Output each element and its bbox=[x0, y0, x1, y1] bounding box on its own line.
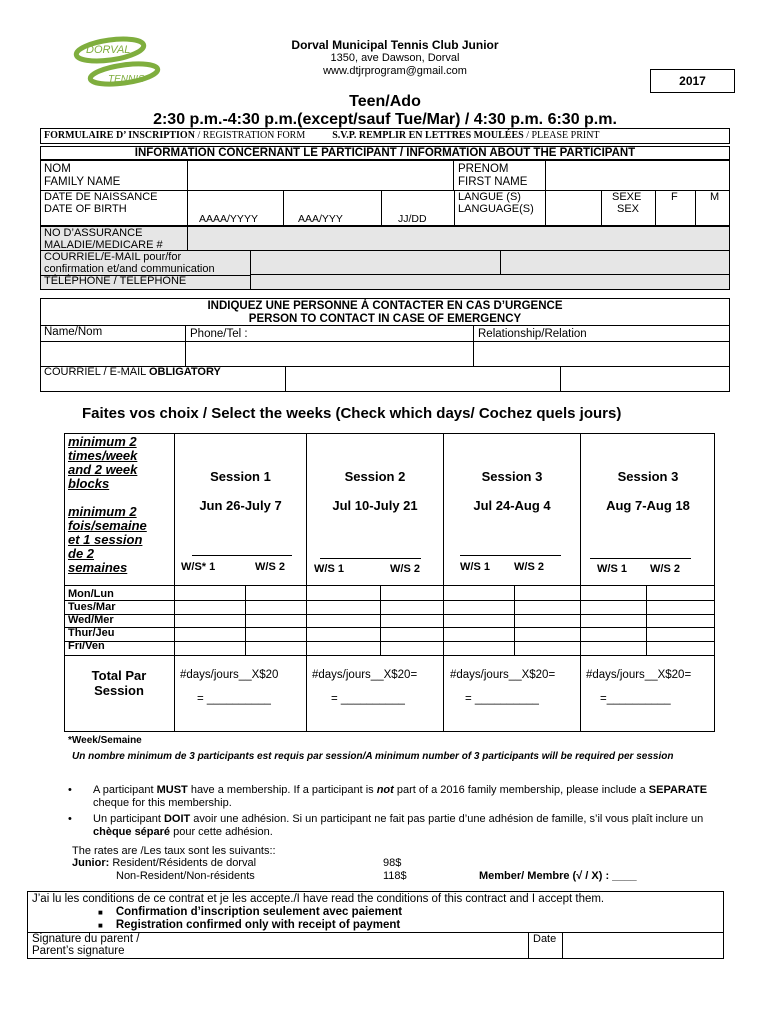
form-banner: FORMULAIRE D’ INSCRIPTION / REGISTRATION FORM S.V.P. REMPLIR EN LETTRES MOULÉES / PLEASE PRINT bbox=[40, 128, 730, 144]
membership-note-en: • A participant MUST have a membership. If a participant is not part of a 2016 family membership, please include a SEPARATE cheque for this membership. bbox=[68, 784, 708, 809]
week-note: *Week/Semaine bbox=[68, 735, 142, 746]
participant-heading-box bbox=[40, 146, 730, 160]
session-3-week-2: W/S 2 bbox=[514, 561, 544, 573]
club-name: Dorval Municipal Tennis Club Junior bbox=[291, 38, 499, 52]
day-wed: Wed/Mer bbox=[68, 614, 114, 626]
email-label-2: confirmation et/and communication bbox=[44, 263, 215, 275]
session-3-week-1: W/S 1 bbox=[460, 561, 490, 573]
family-name-label: FAMILY NAME bbox=[44, 176, 121, 188]
emergency-email-label: COURRIEL / E-MAIL OBLIGATORY bbox=[44, 366, 221, 378]
member-checkbox[interactable]: Member/ Membre (√ / X) : ____ bbox=[479, 870, 637, 882]
session-4-week-2: W/S 2 bbox=[650, 563, 680, 575]
phone-field[interactable] bbox=[250, 275, 730, 290]
session-1-week-1: W/S* 1 bbox=[181, 561, 216, 573]
emergency-email-field-2[interactable] bbox=[561, 367, 729, 391]
session-4-total-field[interactable]: =__________ bbox=[600, 693, 671, 705]
confirmation-en: ■ Registration confirmed only with receipt of payment bbox=[98, 919, 401, 931]
emergency-phone-field[interactable] bbox=[186, 342, 473, 366]
prenom-label: PRENOM bbox=[458, 163, 509, 175]
insurance-label-1: NO D’ASSURANCE bbox=[44, 227, 143, 239]
emergency-phone-label: Phone/Tel : bbox=[190, 328, 248, 340]
nom-label: NOM bbox=[44, 163, 71, 175]
session-3-total-field[interactable]: = __________ bbox=[465, 693, 539, 705]
signature-label-1: Signature du parent / bbox=[32, 933, 140, 945]
phone-label: TÉLÉPHONE / TELEPHONE bbox=[44, 275, 187, 287]
language-field[interactable] bbox=[545, 190, 602, 226]
session-1-week-2: W/S 2 bbox=[255, 561, 285, 573]
first-name-label: FIRST NAME bbox=[458, 176, 528, 188]
minimum-participants-note: Un nombre minimum de 3 participants est requis par session/A minimum number of 3 participants will be required per session bbox=[72, 751, 674, 762]
min-en-block: minimum 2 times/week and 2 week blocks bbox=[68, 434, 138, 491]
rates-intro: The rates are /Les taux sont les suivants:: bbox=[72, 845, 276, 857]
signature-field[interactable] bbox=[170, 933, 528, 958]
page-title: Teen/Ado bbox=[349, 93, 421, 110]
sex-label: SEX bbox=[617, 203, 640, 215]
day-tue: Tues/Mar bbox=[68, 601, 116, 613]
membership-note-fr: • Un participant DOIT avoir une adhésion. Si un participant ne fait pas partie d’une adhésion de famille, s’il vous plaît inclure un chèque séparé pour cette adhésion. bbox=[68, 813, 704, 838]
rates-resident-price: 98$ bbox=[383, 857, 402, 869]
sex-m-label: M bbox=[710, 191, 720, 203]
club-address: 1350, ave Dawson, Dorval bbox=[330, 52, 460, 64]
sex-f-label: F bbox=[671, 191, 678, 203]
langue-label: LANGUE (S) bbox=[458, 191, 521, 203]
email-field-2[interactable] bbox=[500, 250, 730, 275]
rates-nonresident: Non-Resident/Non-résidents bbox=[116, 870, 255, 882]
emergency-name-label: Name/Nom bbox=[44, 326, 103, 338]
year-format: AAAA/YYYY bbox=[199, 213, 258, 225]
family-name-field[interactable] bbox=[187, 160, 454, 191]
session-4-dates: Aug 7-Aug 18 bbox=[606, 498, 690, 513]
agreement-statement: J’ai lu les conditions de ce contrat et je les accepte./I have read the conditions of this contract and I accept them. bbox=[32, 893, 605, 905]
rates-nonresident-price: 118$ bbox=[383, 870, 407, 882]
day-thu: Thur/Jeu bbox=[68, 627, 115, 639]
club-email: www.dtjrprogram@gmail.com bbox=[323, 65, 467, 77]
total-label: Total Par Session bbox=[91, 668, 147, 698]
club-logo bbox=[66, 30, 166, 92]
page-subtitle: 2:30 p.m.-4:30 p.m.(except/sauf Tue/Mar) / 4:30 p.m. 6:30 p.m. bbox=[153, 111, 617, 128]
emergency-heading-en: PERSON TO CONTACT IN CASE OF EMERGENCY bbox=[248, 313, 522, 325]
emergency-email-field-1[interactable] bbox=[286, 367, 560, 391]
session-2-total-field[interactable]: = __________ bbox=[331, 693, 405, 705]
month-format: AAA/YYY bbox=[298, 213, 343, 225]
weeks-heading: Faites vos choix / Select the weeks (Check which days/ Cochez quels jours) bbox=[82, 405, 622, 422]
session-2-title: Session 2 bbox=[344, 469, 406, 484]
email-field-1[interactable] bbox=[250, 250, 501, 275]
year-box: 2017 bbox=[650, 69, 735, 93]
insurance-field[interactable] bbox=[187, 226, 730, 251]
day-checkbox-grid[interactable] bbox=[175, 586, 245, 655]
dob-en-label: DATE OF BIRTH bbox=[44, 203, 127, 215]
emergency-name-field[interactable] bbox=[41, 342, 185, 366]
day-format: JJ/DD bbox=[398, 213, 427, 225]
emergency-heading-fr: INDIQUEZ UNE PERSONNE À CONTACTER EN CAS D’URGENCE bbox=[207, 300, 563, 312]
language-label: LANGUAGE(S) bbox=[458, 203, 534, 215]
email-label-1: COURRIEL/E-MAIL pour/for bbox=[44, 251, 182, 263]
day-mon: Mon/Lun bbox=[68, 588, 114, 600]
dob-fr-label: DATE DE NAISSANCE bbox=[44, 191, 158, 203]
session-1-dates: Jun 26-July 7 bbox=[199, 498, 282, 513]
session-2-week-2: W/S 2 bbox=[390, 563, 420, 575]
session-2-dates: Jul 10-July 21 bbox=[332, 498, 418, 513]
session-1-title: Session 1 bbox=[210, 469, 271, 484]
session-3-title: Session 3 bbox=[481, 469, 543, 484]
day-fri: Fri/Ven bbox=[68, 640, 105, 652]
svg-text:DORVAL: DORVAL bbox=[86, 44, 131, 56]
insurance-label-2: MALADIE/MEDICARE # bbox=[44, 239, 163, 251]
date-field[interactable] bbox=[563, 933, 723, 958]
svg-text:TENNIS: TENNIS bbox=[108, 74, 145, 85]
first-name-field[interactable] bbox=[545, 160, 730, 191]
membership-notes bbox=[68, 784, 723, 842]
date-label: Date bbox=[533, 933, 557, 945]
min-fr-block: minimum 2 fois/semaine et 1 session de 2 semaines bbox=[68, 504, 147, 575]
participant-heading: INFORMATION CONCERNANT LE PARTICIPANT / INFORMATION ABOUT THE PARTICIPANT bbox=[134, 147, 636, 159]
session-1-total-formula: #days/jours__X$20 bbox=[180, 669, 279, 681]
session-4-title: Session 3 bbox=[617, 469, 679, 484]
sexe-label: SEXE bbox=[612, 191, 642, 203]
session-4-week-1: W/S 1 bbox=[597, 563, 627, 575]
session-2-week-1: W/S 1 bbox=[314, 563, 344, 575]
emergency-relationship-label: Relationship/Relation bbox=[478, 328, 587, 340]
session-4-total-formula: #days/jours__X$20= bbox=[586, 669, 692, 681]
session-1-total-field[interactable]: = __________ bbox=[197, 693, 271, 705]
days-labels bbox=[68, 588, 115, 653]
session-3-total-formula: #days/jours__X$20= bbox=[450, 669, 556, 681]
emergency-relationship-field[interactable] bbox=[474, 342, 729, 366]
session-2-total-formula: #days/jours__X$20= bbox=[312, 669, 418, 681]
rates-resident: Junior: Resident/Résidents de dorval bbox=[72, 857, 257, 869]
confirmation-fr: ■ Confirmation d’inscription seulement avec paiement bbox=[98, 906, 403, 918]
session-3-dates: Jul 24-Aug 4 bbox=[473, 498, 551, 513]
signature-label-2: Parent’s signature bbox=[32, 945, 125, 957]
